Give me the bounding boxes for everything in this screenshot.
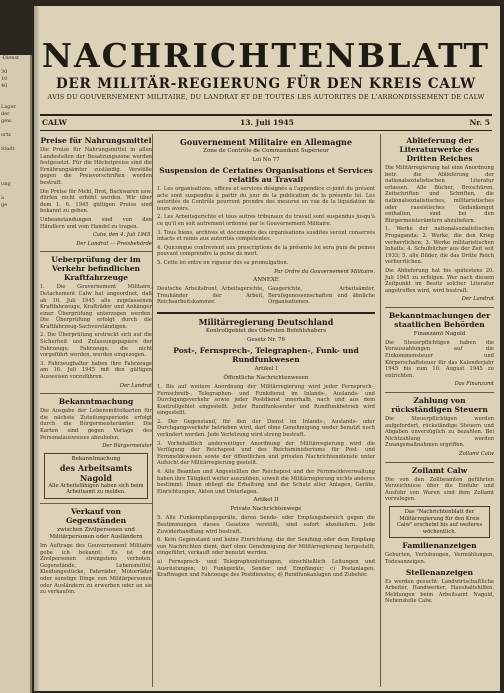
law-heading: Post-, Fernsprech-, Telegraphen-, Funk- und Rundfunkwesen <box>173 345 359 364</box>
previous-page-line <box>0 216 30 223</box>
article-title: Ablieferung der Literaturwerke des Dritten Reiches <box>399 136 480 163</box>
article-text: Die Ausgabe der Lebensmittelkarten für die nächste Zuteilungsperiode erfolgt durch die Bürgermeisterämter. Die Karten sind gegen Vorlage des Personalausweises abzuholen. <box>40 408 152 441</box>
article-title: Ueberprüfung der im Verkehr befindlichen Kraftfahrzeuge <box>51 255 141 283</box>
article-text: 2. Die Überprüfung erstreckt sich auf die Sicherheit und Zulassungspapiere der Fahrzeuge. Fahrzeuge, die nicht vorgeführt werden, werden eingezogen. <box>40 332 152 359</box>
article-text: 3. Fahrzeughalter haben ihre Fahrzeuge am 16. Juli 1945 mit den gültigen Ausweisen vorzuführen. <box>40 360 152 381</box>
divider <box>385 392 494 393</box>
previous-page-line: Lager <box>1 104 16 110</box>
article-text: Geburten, Verlobungen, Vermählungen, Todesanzeigen. <box>385 552 494 565</box>
article-text: Die Preise für Mehl, Brot, Backwaren usw. dürfen nicht erhöht werden. Wir über dem 1. 6. 1945 gültigen Preise sind bekannt zu geben. <box>40 188 152 215</box>
article-text: 1. Bis auf weitere Anordnung der Militärregierung wird jeder Fernsprech-, Fernschreib-, Telegraphen- und Funkdienst im Inlands-, Auslands- und Durchgangsverkehr sowie jeder Postdienst innerhalb, nach und aus dem Kontrollgebiet eingestellt. Jeder Rundfunksender und Rundfunkbetrieb wird eingestellt. <box>157 383 375 417</box>
masthead <box>40 38 492 102</box>
newspaper-tagline: AVIS DU GOUVERNEMENT MILITAIRE, DU LANDRAT ET DE TOUTES LES AUTORITES DE L'ARRONDISSEMENT DE CALW <box>47 93 485 101</box>
article-text: Die Militärregierung hat eine Anordnung betr. die Ablieferung der nationalsozialistischen Literatur erlassen. Alle Bücher, Broschüren, Zeitschriften und Schriften, die nationalsozialistisches, militaristisches oder rassistisches Gedankengut enthalten, sind bei den Bürgermeisterämtern abzuliefern. <box>385 165 494 224</box>
article-text: 1. Les organisations, offices et services désignés à l'appendice ci-joint du présent acte sont suspendus à partir du jour de la publication de la présente loi. Les autorités de Contrôle pourront prendre des mesures en vue de la liquidation de leurs avoirs. <box>157 186 375 212</box>
article-subtitle: Zone de Contrôle de Commandant Supérieur <box>203 148 329 154</box>
article-text: 1. Werke der nationalsozialistischen Propaganda; 2. Werke, die den Krieg verherrlichen; 3. Werke militaristischen Inhalts; 4. Schulbücher aus der Zeit seit 1933; 5. alle Bilder, die das Dritte Reich verherrlichen. <box>385 226 494 266</box>
article-text: Die Preise für Nahrungsmittel in allen Landesteilen der Besatzungszone werden festgesetzt. Für die Höchstpreise sind die Ernährungsämter zuständig. Verstöße gegen die Preisvorschriften werden bestraft. <box>40 147 152 186</box>
previous-page-line: Stadt <box>1 146 15 152</box>
previous-page-line <box>0 153 30 160</box>
article-text: 5. Alle Funkempfangsgeräte, deren Sende- oder Empfangsbereich gegen die Bestimmungen dieses Gesetzes verstößt, sind sofort abzuliefern. Jede Zuwiderhandlung wird bestraft. <box>157 515 375 535</box>
previous-page-line: der <box>1 111 10 117</box>
article-text: 1. Die Gouvernement Militaire, Detachement Calw hat angeordnet, daß ab 16. Juli 1945 alle zugelassenen Kraftfahrzeuge, Krafträder und Anhänger einer Überprüfung unterzogen werden. Die Überprüfung erfolgt durch die Kraftfahrzeug-Sachverständigen. <box>40 284 152 330</box>
notice-box <box>44 453 148 499</box>
divider <box>157 312 375 314</box>
previous-page-line <box>0 251 30 258</box>
article-subtitle: zwischen Zivilpersonen und Militärpersonen oder Ausländern <box>49 526 143 540</box>
divider <box>385 307 494 308</box>
previous-page-line <box>0 167 30 174</box>
previous-page-line <box>0 223 30 230</box>
divider <box>40 393 152 394</box>
article-text: 2. Les Arbeitsgerichte et tous autres tribunaux du travail sont suspendus jusqu'à ce qu'il en soit autrement ordonné par le Gouvernement Militaire. <box>157 214 375 227</box>
notice-box <box>389 506 490 538</box>
previous-page-line <box>0 230 30 237</box>
article-text: Die Ablieferung hat bis spätestens 20. Juli 1945 zu erfolgen. Wer nach diesem Zeitpunkt im Besitz solcher Literatur angetroffen wird, wird bestraft. <box>385 267 494 294</box>
article-text: Unbeanstandungen sind von den Händlern und vom Handel zu tragen. <box>40 216 152 230</box>
article-subtitle: Kontrollgebiet des Obersten Befehlshabers <box>205 327 327 334</box>
annex-columns <box>157 286 375 308</box>
law-number: Loi No 77 <box>252 157 280 163</box>
previous-page-line: -Dienst <box>1 55 20 61</box>
notice-box-text: Das "Nachrichtenblatt der Militärregierung für den Kreis Calw" erscheint bis auf weiteres wöchentlich. <box>396 508 483 535</box>
dateline-date: 13. Juli 1945 <box>240 118 294 127</box>
article-title: Zahlung von rückständigen Steuern <box>391 396 488 415</box>
article-signature: Das Finanzamt <box>454 381 494 388</box>
article-text: Die Steuerpflichtigen haben die Vorauszahlungen auf die Einkommensteuer und Körperschaftsteuer für das Kalenderjahr 1945 bis zum 10. August 1945 zu entrichten. <box>385 339 494 379</box>
previous-page-line <box>0 272 30 279</box>
page-fold-shadow <box>34 6 40 691</box>
article-title: Gouvernement Militaire en Allemagne <box>180 137 352 147</box>
law-number: Gesetz Nr. 76 <box>247 336 285 343</box>
article-section-title: Öffentliche Nachrichtenwesen <box>223 374 309 381</box>
middle-column <box>157 134 375 687</box>
article-title: Bekanntmachungen der staatlichen Behörden <box>388 310 491 329</box>
article-title: Stellenanzeigen <box>405 567 474 577</box>
article-title: Preise für Nahrungsmittel <box>40 136 152 145</box>
previous-page-line <box>0 293 30 300</box>
notice-box-line: Bekanntmachung <box>71 455 121 462</box>
divider <box>40 251 152 252</box>
previous-page-line <box>0 188 30 195</box>
article-text: 3. Vorbehaltlich anderweitiger Anordnung der Militärregierung wird die Verfügung der Reichspost und des Reichsministeriums für Post- und Fernmeldewesen sowie der öffentlichen und privaten Nachrichtendienste unter Aufsicht der Militärregierung gestellt. <box>157 440 375 467</box>
article-title: Bekanntmachung <box>58 397 134 407</box>
article-text: Es werden gesucht: Landwirtschaftliche Arbeiter, Handwerker, Haushaltshilfen. Meldungen beim Arbeitsamt Nagold, Nebenstelle Calw. <box>385 578 494 605</box>
article-signature: Der Landrat — Preisbehörde <box>76 240 152 247</box>
newspaper-title: NACHRICHTENBLATT <box>41 36 491 75</box>
dateline-number: Nr. 5 <box>469 118 490 127</box>
previous-page-line <box>0 139 30 146</box>
article-signature: Der Landrat <box>461 296 494 303</box>
previous-page-line <box>0 244 30 251</box>
notice-box-title: des Arbeitsamts Nagold <box>59 462 133 483</box>
article-signature: Calw, den 4. Juli 1945. <box>92 232 152 239</box>
article-text: Die von den Zollbeamten geführten Verzeichnisse über die Einfuhr und Ausfuhr von Waren sind dem Zollamt vorzulegen. <box>385 476 494 503</box>
article-signature: Der Landrat <box>119 382 152 389</box>
previous-page-line <box>0 174 30 181</box>
article-section: Artikel II <box>253 497 279 504</box>
previous-page-line: a <box>1 195 4 201</box>
article-text: 4. Quiconque contrevient aux prescriptions de la présente loi sera puni de peines pouvant comprendre la peine de mort. <box>157 244 375 258</box>
article-title: Verkauf von Gegenständen <box>65 506 127 525</box>
article-signature: Par Ordre du Gouvernement Militaire. <box>274 268 375 275</box>
previous-page-line: gew. <box>1 118 13 124</box>
article-text: 6. Kein Gegenstand und keine Einrichtung, die der Sendung oder dem Empfang von Nachrichten dient, darf ohne Genehmigung der Militärregierung hergestellt, eingeführt, verkauft oder benutzt werden. <box>157 537 375 557</box>
right-column <box>380 134 494 687</box>
previous-page-line <box>0 209 30 216</box>
article-text: 5. Cette loi entre en vigueur dès sa promulgation. <box>157 259 289 266</box>
annex-heading: ANNEXE <box>253 277 279 284</box>
previous-page-line <box>0 160 30 167</box>
previous-page-line <box>0 286 30 293</box>
article-section-title: Private Nachrichtenwege <box>230 506 302 513</box>
previous-page-line <box>0 90 30 97</box>
previous-page-line: 30 <box>1 69 8 75</box>
law-heading: Suspension de Certaines Organisations et Services relatifs au Travail <box>159 166 373 184</box>
article-text: 4. Alle Beamten und Angestellten der Reichspost und der Fernmeldeverwaltung haben ihre Tätigkeit weiter auszuüben, soweit die Militärregierung nichts anderes bestimmt. Ihnen obliegt die Erhaltung und der Schutz aller Anlagen, Geräte, Einrichtungen, Akten und Unterlagen. <box>157 469 375 495</box>
previous-page-line: ung <box>1 181 11 187</box>
previous-page-line <box>0 97 30 104</box>
previous-page-line <box>0 237 30 244</box>
article-title: Familienanzeigen <box>402 541 477 551</box>
newspaper-page <box>34 6 500 691</box>
annex-text: Gaugerichte, Arbeitsämter, Berufsgenossenschaften und ähnliche Organisationen. <box>268 286 375 306</box>
notice-box-text: Alle Arbeitsfähigen haben sich beim Arbeitsamt zu melden. <box>48 482 144 496</box>
previous-page-line: ortz <box>1 132 12 138</box>
article-signature: Zollamt Calw <box>459 451 494 457</box>
article-section: Artikel I <box>254 365 278 372</box>
dateline <box>40 114 492 131</box>
article-subtitle: Finanzamt Nagold <box>413 330 466 337</box>
article-title: Zollamt Calw <box>411 465 468 475</box>
article-title: Militärregierung Deutschland <box>198 316 334 327</box>
previous-page-line: 10 <box>1 76 8 82</box>
article-text: Die Steuerpflichtigen werden aufgefordert, rückständige Steuern und Abgaben unverzüglich zu bezahlen. Bei Nichtzahlung werden Zwangsmaßnahmen ergriffen. <box>385 416 494 449</box>
previous-page-strip <box>0 55 32 693</box>
previous-page-line <box>0 125 30 132</box>
article-text: Im Auftrage des Gouvernement Militaire gebe ich bekannt: Es ist den Zivilpersonen strengstens verboten, Gegenstände, Lebensmittel, Kleidungsstücke, Fahrräder, Motorräder oder sonstige Dinge von Militärpersonen oder Ausländern zu erwerben oder an sie zu verkaufen. <box>40 542 152 596</box>
annex-text: Deutsche Arbeitsfront, Arbeitsgerichte, Treuhänder der Arbeit, Reichsarbeitskammer. <box>157 286 264 306</box>
left-column <box>40 134 153 687</box>
dateline-place: CALW <box>42 118 67 127</box>
article-text: 3. Tous biens, archives et documents des organisations susdites seront conservés intacts et remis aux autorités compétentes. <box>157 229 375 243</box>
previous-page-line <box>0 265 30 272</box>
previous-page-line: 40 <box>1 83 8 89</box>
article-text: 2. Der Gegenstand, für den der Dienst im Inlands-, Auslands- oder Durchgangsverkehr betrieben wird, darf ohne Genehmigung weder benutzt noch verändert werden. Jede Verletzung wird streng bestraft. <box>157 418 375 439</box>
article-text: a) Fernsprech- und Telegraphenleitungen, einschließlich Leitungen und Ausrüstungen; b) Funkgeräte, Sender und Empfänger; c) Postanlagen, Kraftwagen und Fahrzeuge des Postdienstes; d) Rundfunkanlagen und Zubehör. <box>157 558 375 579</box>
previous-page-line <box>0 62 30 69</box>
newspaper-subtitle: DER MILITÄR-REGIERUNG FÜR DEN KREIS CALW <box>55 76 477 92</box>
previous-page-line <box>0 258 30 265</box>
article-signature: Der Bürgermeister <box>102 443 152 450</box>
previous-page-line: ge <box>1 202 8 208</box>
divider <box>385 462 494 463</box>
divider <box>40 503 152 504</box>
previous-page-line <box>0 279 30 286</box>
